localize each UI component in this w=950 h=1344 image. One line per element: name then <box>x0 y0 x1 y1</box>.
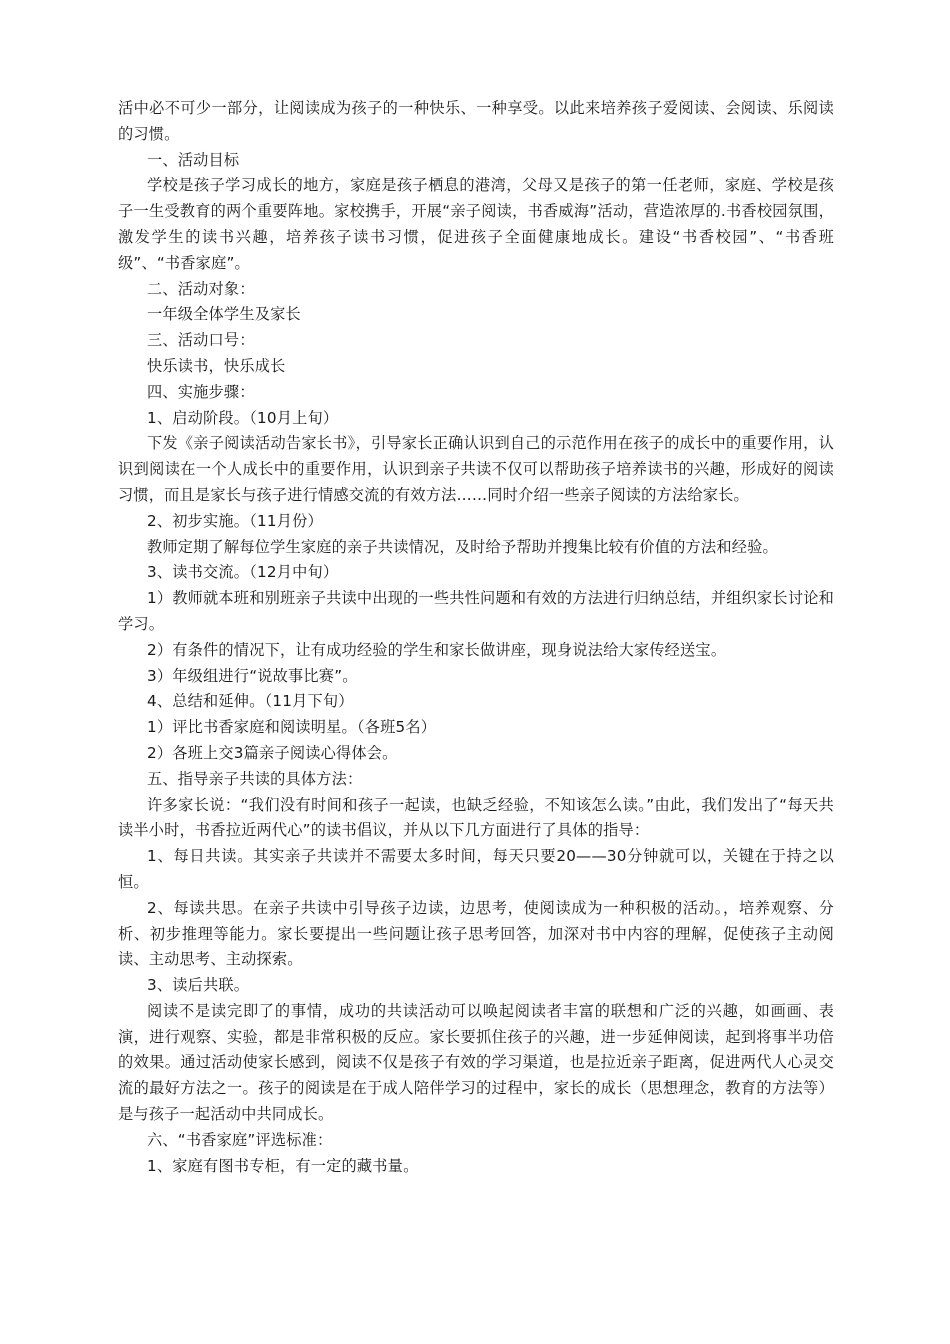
paragraph: 1、每日共读。其实亲子共读并不需要太多时间，每天只要20——30分钟就可以，关键在于持之以恒。 <box>118 847 834 891</box>
paragraph: 学校是孩子学习成长的地方，家庭是孩子栖息的港湾，父母又是孩子的第一任老师，家庭、学校是孩子一生受教育的两个重要阵地。家校携手，开展“亲子阅读，书香威海”活动，营造浓厚的.书香校园氛围，激发学生的读书兴趣，培养孩子读书习惯，促进孩子全面健康地成长。建设“书香校园”、“书香班级”、“书香家庭”。 <box>118 176 834 272</box>
paragraph: 六、“书香家庭”评选标准： <box>147 1130 333 1149</box>
paragraph: 一、活动目标 <box>147 150 240 169</box>
paragraph: 2）各班上交3篇亲子阅读心得体会。 <box>147 743 398 762</box>
paragraph: 教师定期了解每位学生家庭的亲子共读情况，及时给予帮助并搜集比较有价值的方法和经验。 <box>147 537 778 556</box>
paragraph: 3、读书交流。（12月中旬） <box>147 563 339 582</box>
paragraph: 1）教师就本班和别班亲子共读中出现的一些共性问题和有效的方法进行归纳总结，并组织家长讨论和学习。 <box>118 589 834 633</box>
paragraph: 1、启动阶段。（10月上旬） <box>147 408 339 427</box>
paragraph: 阅读不是读完即了的事情，成功的共读活动可以唤起阅读者丰富的联想和广泛的兴趣，如画画、表演，进行观察、实验，都是非常积极的反应。家长要抓住孩子的兴趣，进一步延伸阅读，起到将事半功倍的效果。通过活动使家长感到，阅读不仅是孩子有效的学习渠道，也是拉近亲子距离，促进两代人心灵交流的最好方法之一。孩子的阅读是在于成人陪伴学习的过程中，家长的成长（思想理念，教育的方法等）是与孩子一起活动中共同成长。 <box>118 1001 834 1124</box>
paragraph: 五、指导亲子共读的具体方法： <box>147 769 363 788</box>
paragraph: 2、初步实施。（11月份） <box>147 511 323 530</box>
paragraph: 快乐读书，快乐成长 <box>147 356 286 375</box>
paragraph: 1）评比书香家庭和阅读明星。（各班5名） <box>147 718 437 737</box>
paragraph: 3、读后共联。 <box>147 976 250 995</box>
paragraph: 下发《亲子阅读活动告家长书》，引导家长正确认识到自己的示范作用在孩子的成长中的重要作用，认识到阅读在一个人成长中的重要作用，认识到亲子共读不仅可以帮助孩子培养读书的兴趣，形成好的阅读习惯，而且是家长与孩子进行情感交流的有效方法……同时介绍一些亲子阅读的方法给家长。 <box>118 434 834 504</box>
document-body <box>118 96 834 1179</box>
paragraph: 活中必不可少一部分，让阅读成为孩子的一种快乐、一种享受。以此来培养孩子爱阅读、会阅读、乐阅读的习惯。 <box>118 99 834 143</box>
paragraph: 二、活动对象： <box>147 279 255 298</box>
paragraph: 四、实施步骤： <box>147 382 255 401</box>
paragraph: 一年级全体学生及家长 <box>147 305 301 324</box>
paragraph: 许多家长说：“我们没有时间和孩子一起读，也缺乏经验，不知该怎么读。”由此，我们发出了“每天共读半小时，书香拉近两代心”的读书倡议，并从以下几方面进行了具体的指导： <box>118 795 834 840</box>
paragraph: 3）年级组进行“说故事比赛”。 <box>147 666 358 685</box>
paragraph: 1、家庭有图书专柜，有一定的藏书量。 <box>147 1156 419 1175</box>
paragraph: 4、总结和延伸。（11月下旬） <box>147 692 354 711</box>
paragraph: 2）有条件的情况下，让有成功经验的学生和家长做讲座，现身说法给大家传经送宝。 <box>147 640 727 659</box>
paragraph: 2、每读共思。在亲子共读中引导孩子边读，边思考，使阅读成为一种积极的活动。，培养观察、分析、初步推理等能力。家长要提出一些问题让孩子思考回答，加深对书中内容的理解，促使孩子主动阅读、主动思考、主动探索。 <box>118 898 834 969</box>
paragraph: 三、活动口号： <box>147 331 255 350</box>
